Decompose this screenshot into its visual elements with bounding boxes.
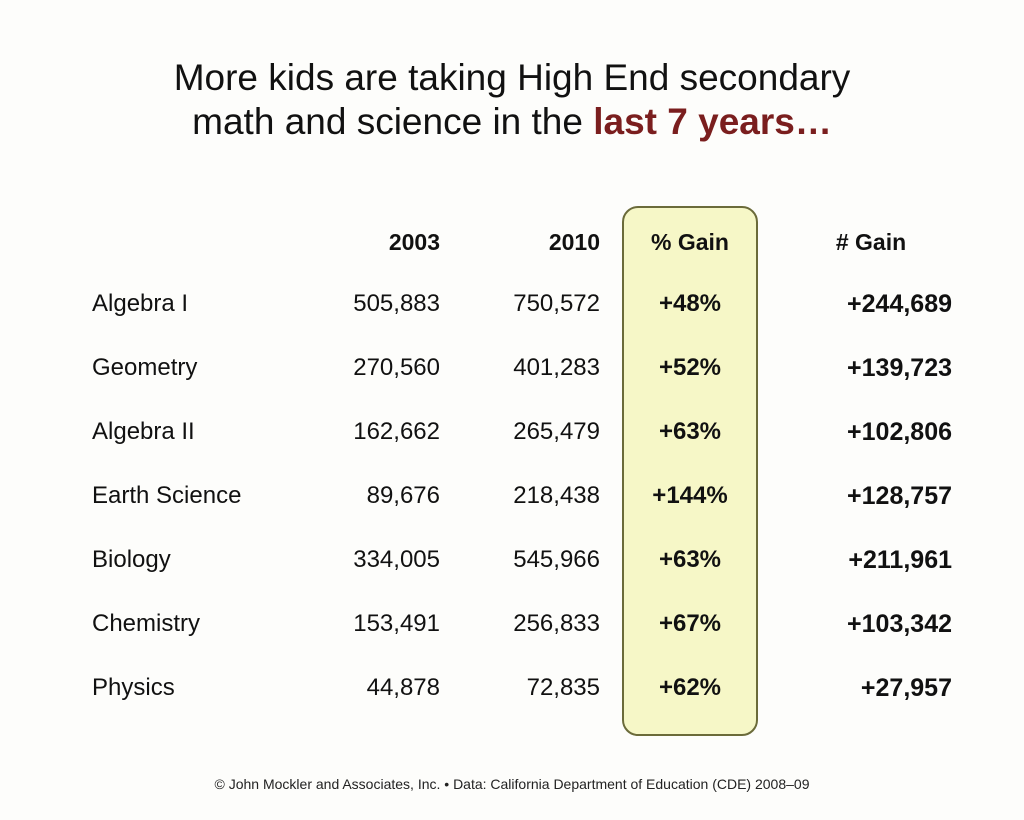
- footer-credit: © John Mockler and Associates, Inc. • Data: California Department of Education (CDE) 2008–09: [214, 776, 810, 792]
- title-line-2: [0, 100, 1024, 144]
- value-2010-cell: 72,835: [526, 674, 600, 701]
- table-row: [0, 348, 1024, 388]
- num-gain-cell: +244,689: [847, 290, 952, 318]
- header-2010: 2010: [548, 229, 600, 255]
- value-2003-cell: 153,491: [353, 610, 440, 637]
- subject-cell: Chemistry: [92, 610, 201, 637]
- table-row: [0, 604, 1024, 644]
- table-row: [0, 668, 1024, 708]
- pct-gain-cell: +63%: [658, 418, 722, 445]
- value-2003-cell: 89,676: [366, 482, 440, 509]
- subject-cell: Geometry: [92, 354, 198, 381]
- header-2003: 2003: [388, 229, 440, 255]
- title-accent: last 7 years…: [593, 101, 832, 142]
- title-line-1: More kids are taking High End secondary: [173, 57, 851, 98]
- pct-gain-cell: +63%: [658, 546, 722, 573]
- table-row: [0, 412, 1024, 452]
- value-2010-cell: 218,438: [513, 482, 600, 509]
- subject-cell: Physics: [92, 674, 175, 701]
- num-gain-cell: +211,961: [848, 546, 952, 574]
- num-gain-cell: +102,806: [847, 418, 952, 446]
- pct-gain-cell: +48%: [658, 290, 722, 317]
- header-pct-gain: % Gain: [651, 229, 729, 255]
- num-gain-cell: +27,957: [860, 674, 952, 702]
- subject-cell: Earth Science: [92, 482, 242, 509]
- slide-title: [0, 56, 1024, 144]
- pct-gain-cell: +144%: [652, 482, 728, 509]
- subject-cell: Algebra I: [92, 290, 189, 317]
- value-2003-cell: 334,005: [353, 546, 440, 573]
- subject-cell: Biology: [92, 546, 171, 573]
- table-row: [0, 284, 1024, 324]
- num-gain-cell: +128,757: [847, 482, 952, 510]
- value-2010-cell: 401,283: [513, 354, 600, 381]
- value-2010-cell: 545,966: [513, 546, 600, 573]
- pct-gain-cell: +52%: [658, 354, 722, 381]
- title-line-2-prefix: math and science in the: [192, 101, 594, 142]
- value-2010-cell: 265,479: [513, 418, 600, 445]
- pct-gain-cell: +62%: [658, 674, 722, 701]
- table-row: [0, 540, 1024, 580]
- value-2010-cell: 750,572: [513, 290, 600, 317]
- num-gain-cell: +103,342: [847, 610, 952, 638]
- header-num-gain: # Gain: [835, 229, 907, 255]
- value-2003-cell: 162,662: [353, 418, 440, 445]
- value-2003-cell: 505,883: [353, 290, 440, 317]
- num-gain-cell: +139,723: [847, 354, 952, 382]
- value-2010-cell: 256,833: [513, 610, 600, 637]
- value-2003-cell: 44,878: [366, 674, 440, 701]
- pct-gain-cell: +67%: [658, 610, 722, 637]
- subject-cell: Algebra II: [92, 418, 195, 445]
- table-row: [0, 476, 1024, 516]
- value-2003-cell: 270,560: [353, 354, 440, 381]
